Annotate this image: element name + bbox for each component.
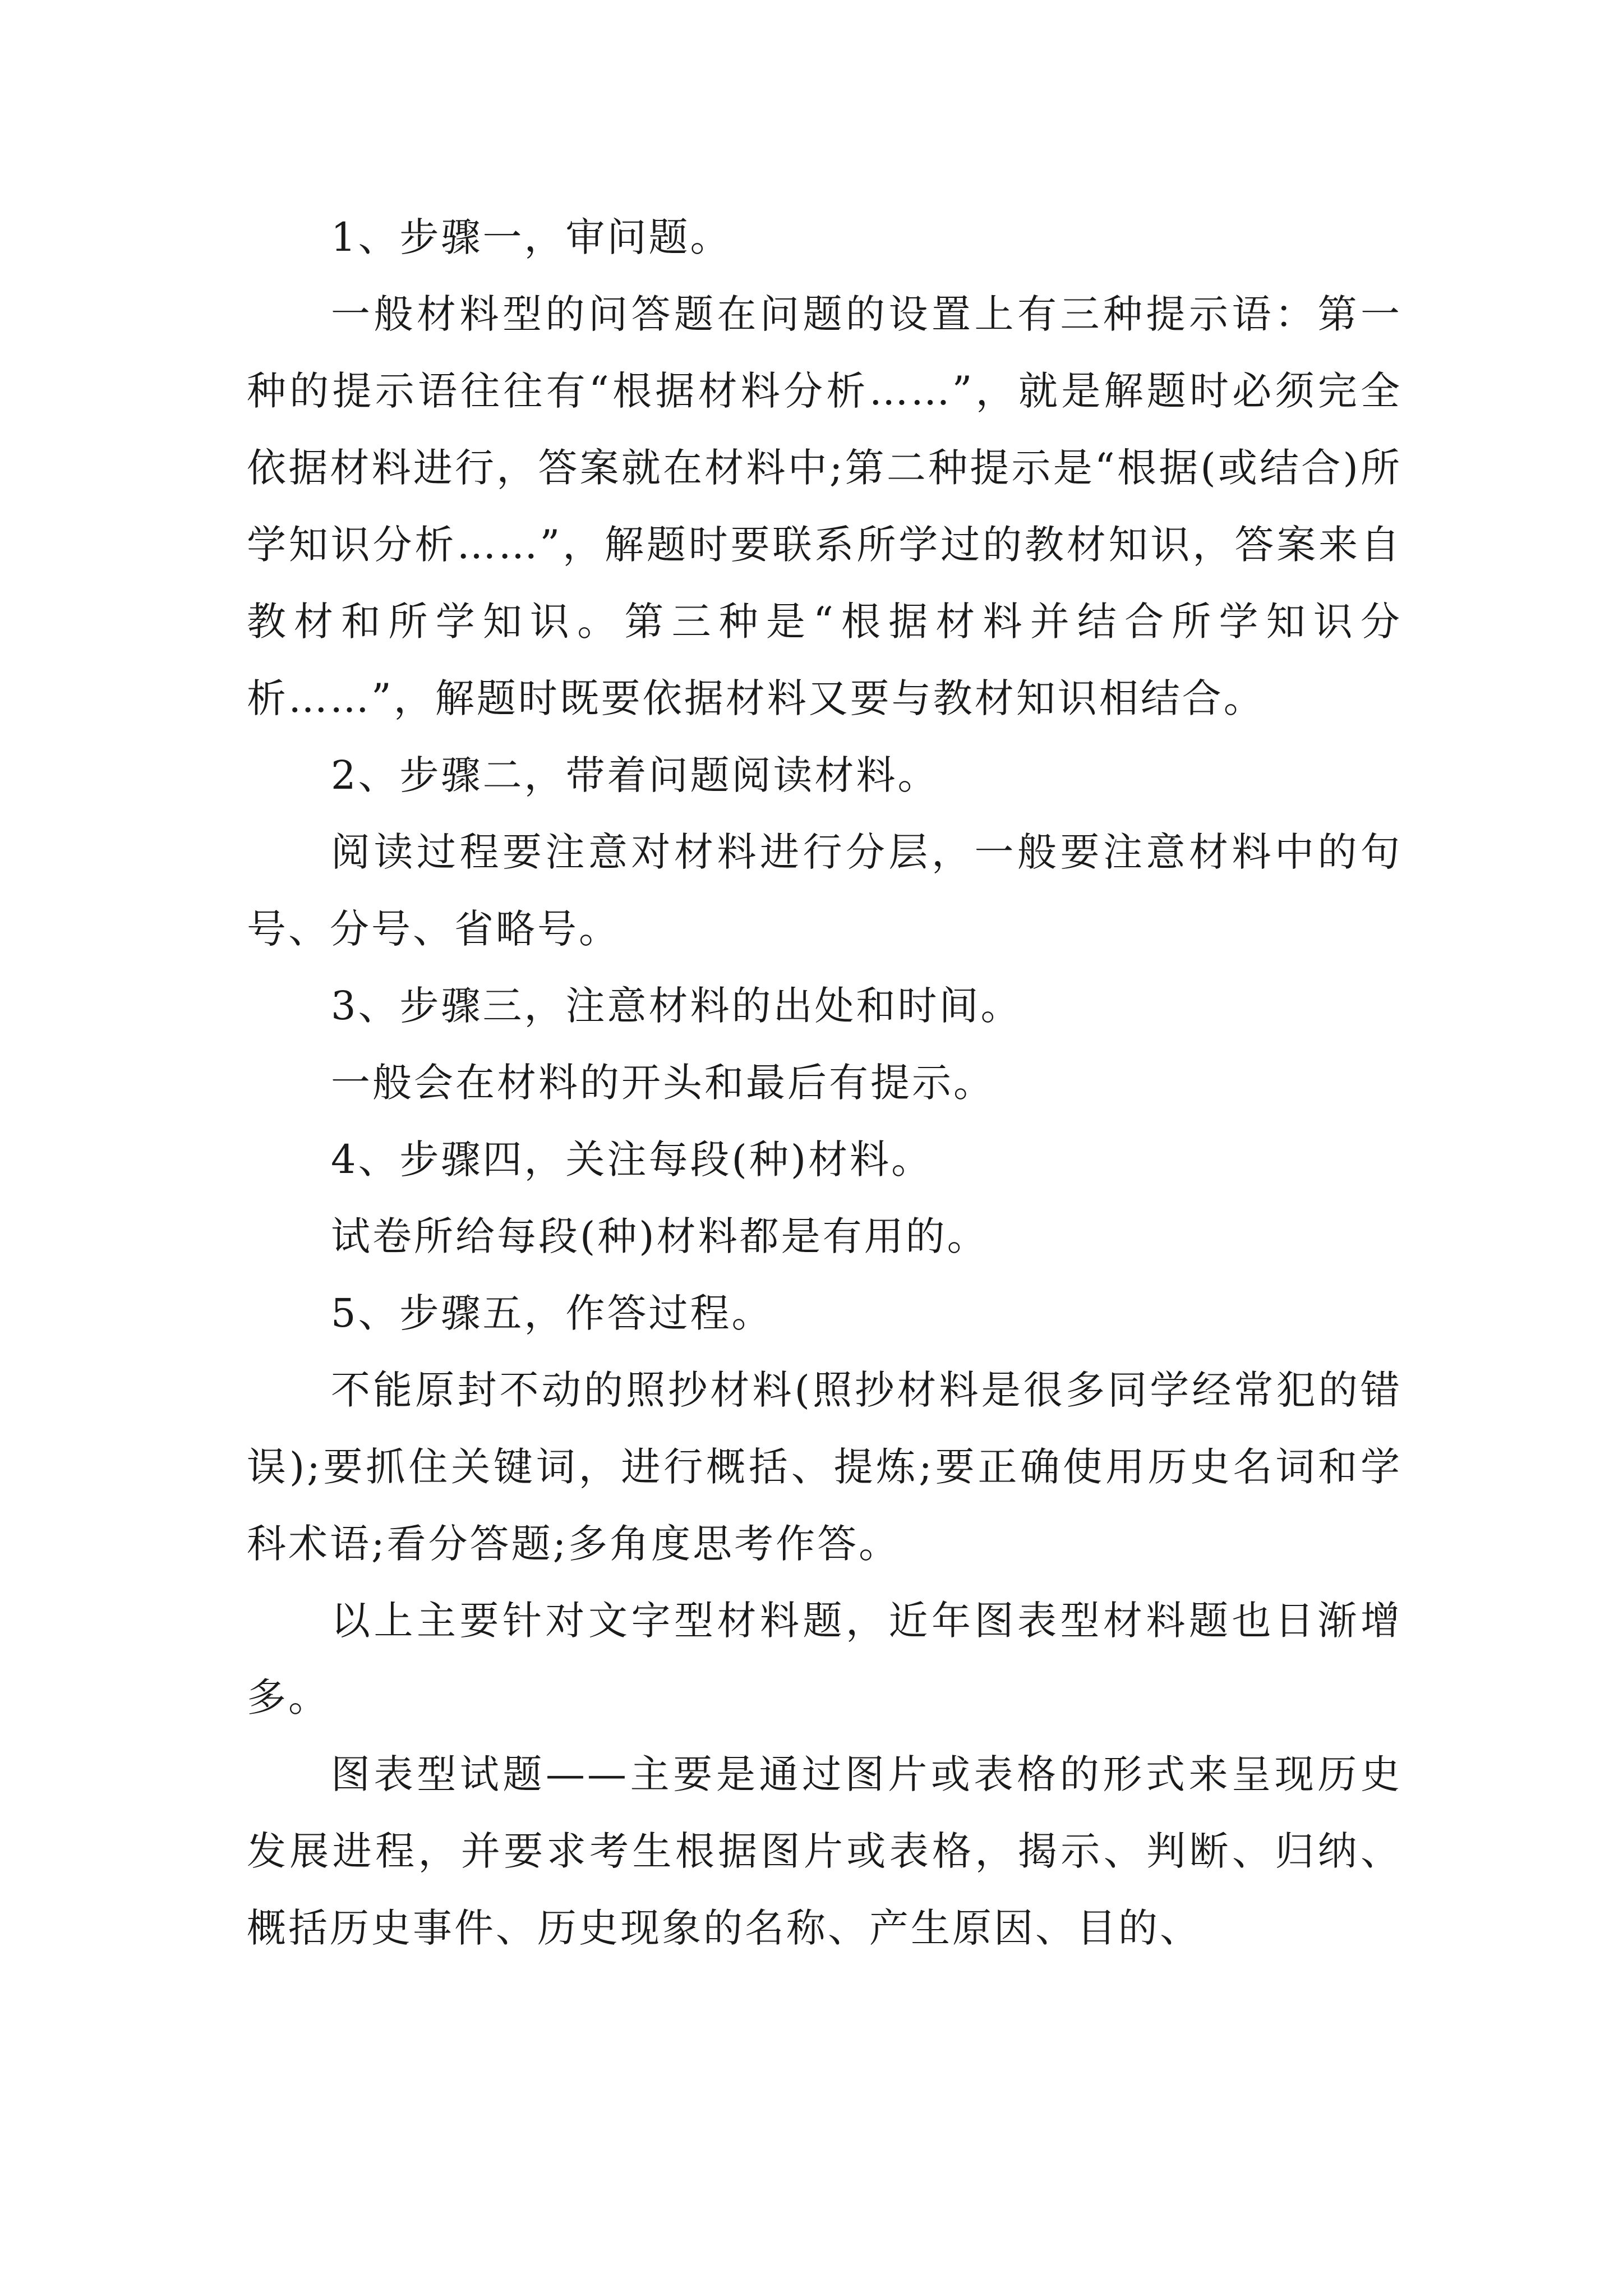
step-5-text: 不能原封不动的照抄材料(照抄材料是很多同学经常犯的错误);要抓住关键词，进行概括、提炼;要正确使用历史名词和学科术语;看分答题;多角度思考作答。 bbox=[247, 1367, 1402, 1567]
step-2-heading: 2、步骤二，带着问题阅读材料。 bbox=[331, 752, 939, 798]
step-1-heading: 1、步骤一，审问题。 bbox=[331, 214, 732, 260]
step-3-text: 一般会在材料的开头和最后有提示。 bbox=[331, 1060, 995, 1106]
document-body bbox=[247, 199, 1402, 1967]
chart-question-paragraph: 图表型试题——主要是通过图片或表格的形式来呈现历史发展进程，并要求考生根据图片或表格，揭示、判断、归纳、概括历史事件、历史现象的名称、产生原因、目的、 bbox=[247, 1751, 1402, 1951]
step-1-text: 一般材料型的问答题在问题的设置上有三种提示语：第一种的提示语往往有“根据材料分析……”，就是解题时必须完全依据材料进行，答案就在材料中;第二种提示是“根据(或结合)所学知识分析……”，解题时要联系所学过的教材知识，答案来自教材和所学知识。第三种是“根据材料并结合所学知识分析……”，解题时既要依据材料又要与教材知识相结合。 bbox=[247, 291, 1402, 721]
step-3-heading: 3、步骤三，注意材料的出处和时间。 bbox=[331, 983, 1022, 1029]
summary-paragraph: 以上主要针对文字型材料题，近年图表型材料题也日渐增多。 bbox=[247, 1598, 1402, 1720]
step-4-text: 试卷所给每段(种)材料都是有用的。 bbox=[331, 1213, 989, 1259]
step-5-heading: 5、步骤五，作答过程。 bbox=[331, 1290, 773, 1336]
step-2-text: 阅读过程要注意对材料进行分层，一般要注意材料中的句号、分号、省略号。 bbox=[247, 829, 1402, 952]
step-4-heading: 4、步骤四，关注每段(种)材料。 bbox=[331, 1137, 933, 1182]
